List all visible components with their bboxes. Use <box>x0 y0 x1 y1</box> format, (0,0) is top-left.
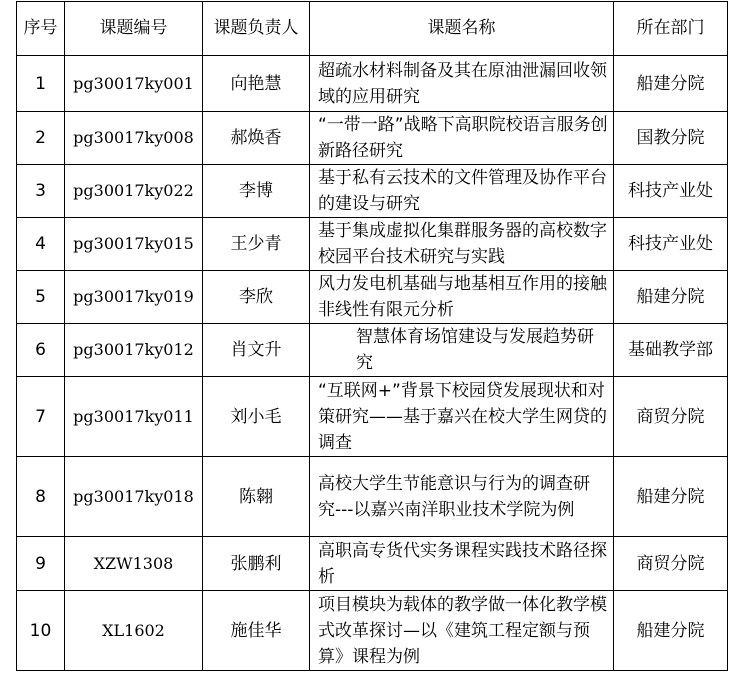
cell-dept: 船建分院 <box>614 457 728 537</box>
table-row <box>17 218 728 271</box>
cell-dept: 商贸分院 <box>614 537 728 591</box>
table-row <box>17 324 728 377</box>
cell-no: 5 <box>17 271 65 324</box>
header-code: 课题编号 <box>65 2 203 56</box>
project-table <box>16 1 728 671</box>
cell-no: 7 <box>17 377 65 457</box>
cell-no: 4 <box>17 218 65 271</box>
cell-owner: 李博 <box>203 165 310 218</box>
cell-code: pg30017ky001 <box>65 56 203 112</box>
cell-code: pg30017ky011 <box>65 377 203 457</box>
cell-owner: 张鹏利 <box>203 537 310 591</box>
cell-dept: 船建分院 <box>614 56 728 112</box>
cell-code: pg30017ky019 <box>65 271 203 324</box>
cell-code: pg30017ky018 <box>65 457 203 537</box>
cell-owner: 陈翱 <box>203 457 310 537</box>
table-row <box>17 591 728 671</box>
cell-owner: 刘小毛 <box>203 377 310 457</box>
table-row <box>17 56 728 112</box>
cell-code: pg30017ky022 <box>65 165 203 218</box>
cell-code: pg30017ky012 <box>65 324 203 377</box>
header-owner: 课题负责人 <box>203 2 310 56</box>
cell-no: 10 <box>17 591 65 671</box>
cell-title: 高职高专货代实务课程实践技术路径探析 <box>310 537 614 591</box>
cell-title: “一带一路”战略下高职院校语言服务创新路径研究 <box>310 112 614 165</box>
cell-code: XZW1308 <box>65 537 203 591</box>
cell-owner: 施佳华 <box>203 591 310 671</box>
cell-title: “互联网+”背景下校园贷发展现状和对策研究——基于嘉兴在校大学生网贷的调查 <box>310 377 614 457</box>
cell-owner: 郝焕香 <box>203 112 310 165</box>
cell-no: 2 <box>17 112 65 165</box>
table-row <box>17 112 728 165</box>
cell-no: 3 <box>17 165 65 218</box>
cell-title: 超疏水材料制备及其在原油泄漏回收领域的应用研究 <box>310 56 614 112</box>
table-row <box>17 271 728 324</box>
cell-title: 风力发电机基础与地基相互作用的接触非线性有限元分析 <box>310 271 614 324</box>
cell-owner: 肖文升 <box>203 324 310 377</box>
cell-no: 9 <box>17 537 65 591</box>
cell-title: 项目模块为载体的教学做一体化教学模式改革探讨—以《建筑工程定额与预算》课程为例 <box>310 591 614 671</box>
cell-no: 1 <box>17 56 65 112</box>
cell-title: 基于私有云技术的文件管理及协作平台的建设与研究 <box>310 165 614 218</box>
header-title: 课题名称 <box>310 2 614 56</box>
cell-no: 8 <box>17 457 65 537</box>
cell-dept: 船建分院 <box>614 271 728 324</box>
cell-owner: 李欣 <box>203 271 310 324</box>
cell-code: XL1602 <box>65 591 203 671</box>
table-row <box>17 165 728 218</box>
cell-owner: 王少青 <box>203 218 310 271</box>
cell-dept: 科技产业处 <box>614 218 728 271</box>
cell-owner: 向艳慧 <box>203 56 310 112</box>
cell-no: 6 <box>17 324 65 377</box>
header-dept: 所在部门 <box>614 2 728 56</box>
cell-dept: 基础教学部 <box>614 324 728 377</box>
table-row <box>17 537 728 591</box>
header-row <box>17 2 728 56</box>
cell-title: 基于集成虚拟化集群服务器的高校数字校园平台技术研究与实践 <box>310 218 614 271</box>
table-row <box>17 377 728 457</box>
cell-code: pg30017ky008 <box>65 112 203 165</box>
cell-dept: 船建分院 <box>614 591 728 671</box>
cell-dept: 科技产业处 <box>614 165 728 218</box>
header-no: 序号 <box>17 2 65 56</box>
cell-dept: 国教分院 <box>614 112 728 165</box>
table-row <box>17 457 728 537</box>
cell-dept: 商贸分院 <box>614 377 728 457</box>
cell-code: pg30017ky015 <box>65 218 203 271</box>
cell-title: 高校大学生节能意识与行为的调查研究---以嘉兴南洋职业技术学院为例 <box>310 457 614 537</box>
cell-title: 智慧体育场馆建设与发展趋势研究 <box>310 324 614 377</box>
